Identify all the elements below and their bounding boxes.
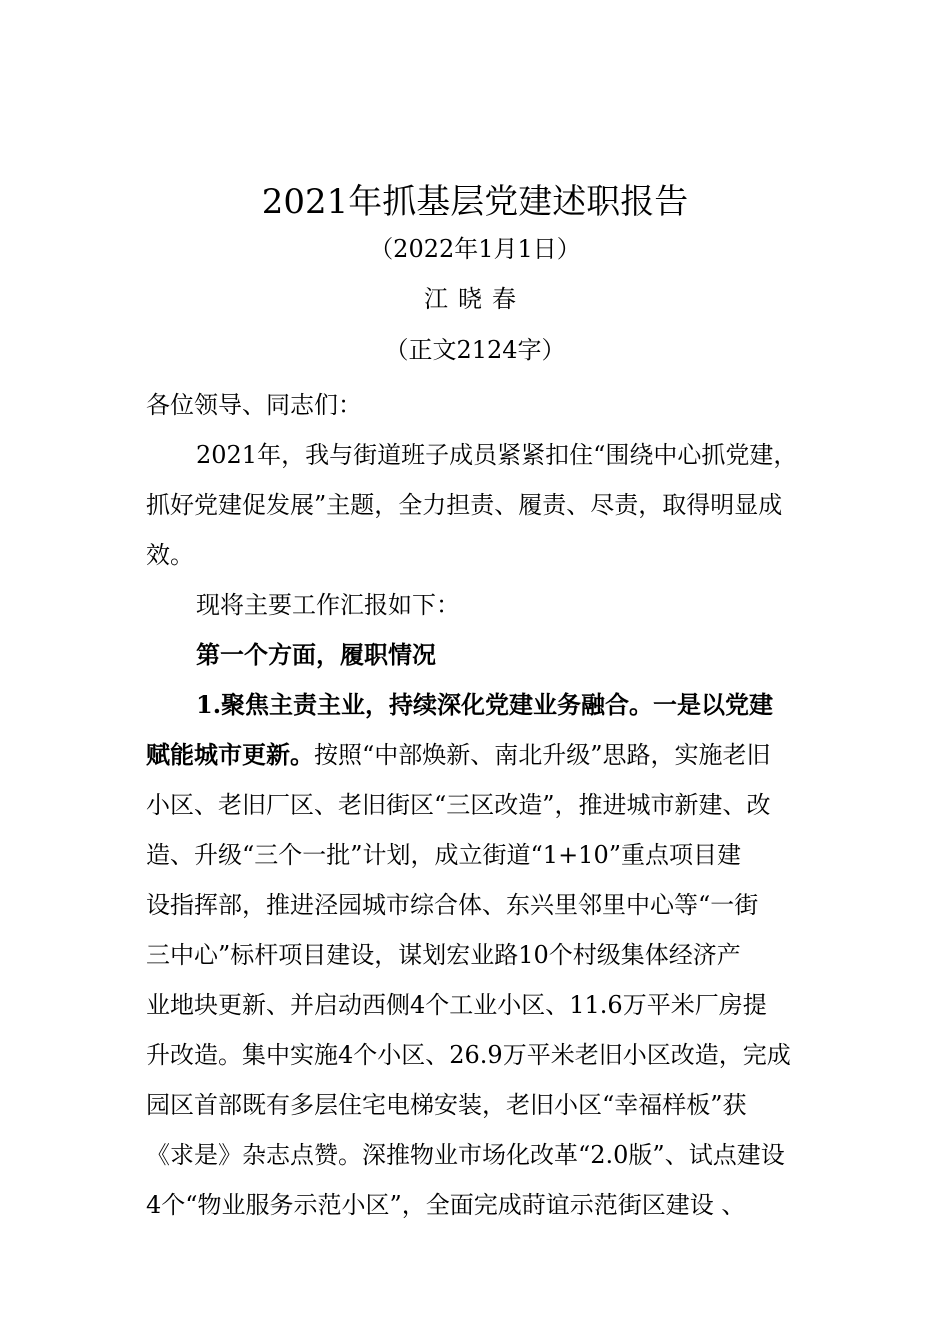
document-body [146, 380, 814, 1230]
point-1-text: 按照“中部焕新、南北升级”思路，实施老旧 [314, 741, 771, 769]
point-1-line [146, 730, 814, 780]
document-date: （2022年1月1日） [369, 235, 581, 263]
point-1-line: 设指挥部，推进泾园城市综合体、东兴里邻里中心等“一街 [146, 891, 759, 919]
word-count: （正文2124字） [384, 336, 566, 364]
point-1-line: 园区首部既有多层住宅电梯安装，老旧小区“幸福样板”获 [146, 1091, 747, 1119]
point-1-line: 业地块更新、并启动西侧4个工业小区、11.6万平米厂房提 [146, 991, 767, 1019]
point-1-heading: 1.聚焦主责主业，持续深化党建业务融合。一是以党建 [196, 690, 774, 719]
point-1-line: 4个“物业服务示范小区”，全面完成莳谊示范街区建设 、 [146, 1191, 746, 1219]
section-heading: 第一个方面，履职情况 [196, 641, 436, 669]
point-1-paragraph [146, 680, 814, 1230]
point-1-line: 升改造。集中实施4个小区、26.9万平米老旧小区改造，完成 [146, 1041, 791, 1069]
point-1-line: 小区、老旧厂区、老旧街区“三区改造”，推进城市新建、改 [146, 791, 771, 819]
intro-line: 效。 [146, 541, 194, 569]
salutation: 各位领导、同志们： [146, 391, 362, 419]
document-author: 江晓春 [424, 285, 526, 313]
point-1-line: 造、升级“三个一批”计划，成立街道“1+10”重点项目建 [146, 841, 741, 869]
point-1-line: 三中心”标杆项目建设，谋划宏业路10个村级集体经济产 [146, 941, 741, 969]
report-intro: 现将主要工作汇报如下： [196, 591, 460, 619]
intro-paragraph [146, 430, 814, 580]
point-1-line: 《求是》杂志点赞。深推物业市场化改革“2.0版”、试点建设 [146, 1141, 785, 1169]
intro-line: 2021年，我与街道班子成员紧紧扣住“围绕中心抓党建， [196, 441, 798, 469]
point-1-subheading: 赋能城市更新。 [146, 740, 314, 769]
intro-line: 抓好党建促发展”主题，全力担责、履责、尽责，取得明显成 [146, 491, 783, 519]
document-title: 2021年抓基层党建述职报告 [261, 182, 689, 222]
